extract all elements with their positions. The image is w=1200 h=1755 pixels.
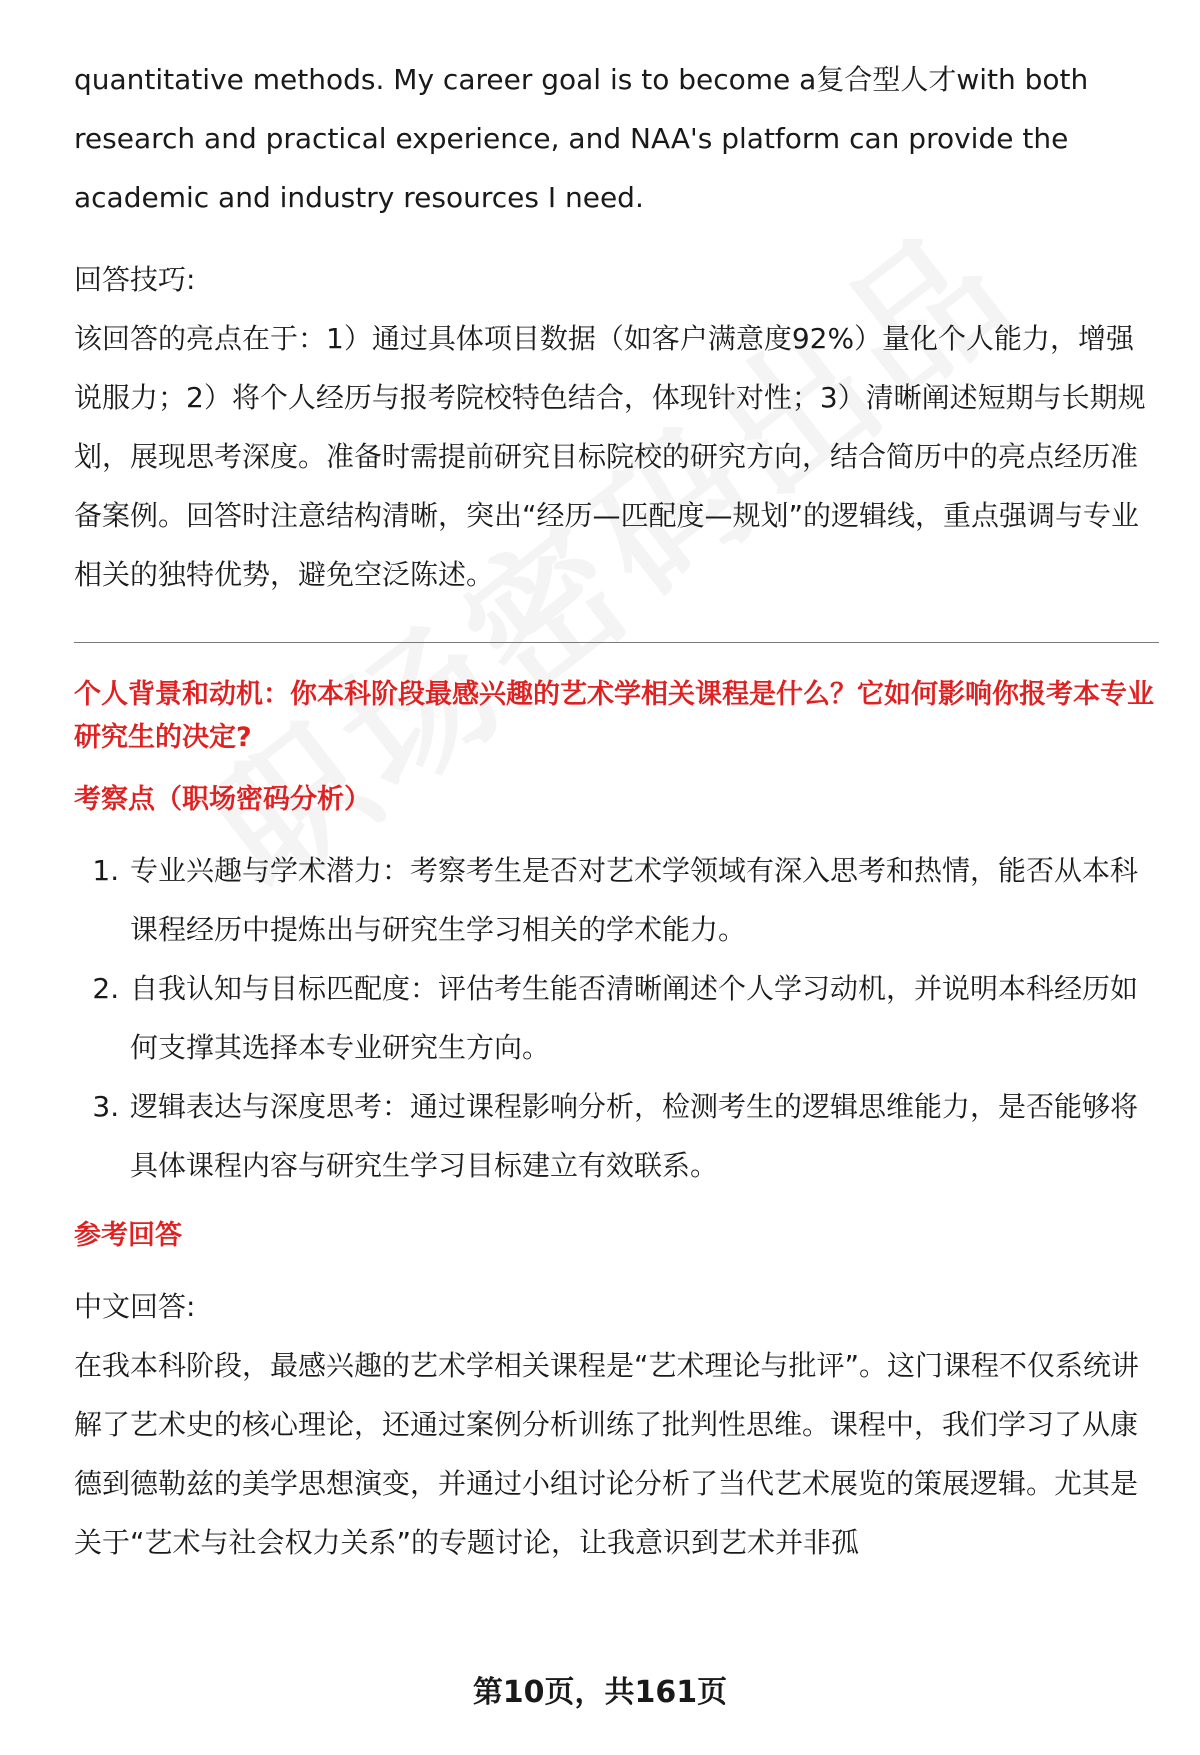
list-item: 1. 专业兴趣与学术潜力：考察考生是否对艺术学领域有深入思考和热情，能否从本科课程经历中提炼出与研究生学习相关的学术能力。 <box>128 841 1159 959</box>
chinese-answer-paragraph: 在我本科阶段，最感兴趣的艺术学相关课程是“艺术理论与批评”。这门课程不仅系统讲解了艺术史的核心理论，还通过案例分析训练了批判性思维。课程中，我们学习了从康德到德勒兹的美学思想演变，并通过小组讨论分析了当代艺术展览的策展逻辑。尤其是关于“艺术与社会权力关系”的专题讨论，让我意识到艺术并非孤 <box>74 1349 1140 1559</box>
list-item: 3. 逻辑表达与深度思考：通过课程影响分析，检测考生的逻辑思维能力，是否能够将具体课程内容与研究生学习目标建立有效联系。 <box>128 1077 1159 1195</box>
section-divider <box>74 642 1159 643</box>
analysis-heading: 考察点（职场密码分析） <box>74 784 371 815</box>
list-item: 2. 自我认知与目标匹配度：评估考生能否清晰阐述个人学习动机，并说明本科经历如何支撑其选择本专业研究生方向。 <box>128 959 1159 1077</box>
question-heading: 个人背景和动机：你本科阶段最感兴趣的艺术学相关课程是什么？它如何影响你报考本专业研究生的决定? <box>74 679 1154 753</box>
chinese-answer-label: 中文回答: <box>74 1290 196 1323</box>
reference-heading: 参考回答 <box>74 1220 182 1251</box>
analysis-list <box>74 841 1159 1195</box>
tips-paragraph: 该回答的亮点在于：1）通过具体项目数据（如客户满意度92%）量化个人能力，增强说服力；2）将个人经历与报考院校特色结合，体现针对性；3）清晰阐述短期与长期规划，展现思考深度。准备时需提前研究目标院校的研究方向，结合简历中的亮点经历准备案例。回答时注意结构清晰，突出“经历—匹配度—规划”的逻辑线，重点强调与专业相关的独特优势，避免空泛陈述。 <box>74 322 1146 591</box>
tips-label: 回答技巧: <box>74 263 196 296</box>
page-content <box>74 50 1159 1572</box>
intro-paragraph: quantitative methods. My career goal is to become a复合型人才with both research and practical experience, and NAA's platform can provide the academic and industry resources I need. <box>74 63 1089 214</box>
page-number: 第10页，共161页 <box>472 1675 728 1710</box>
